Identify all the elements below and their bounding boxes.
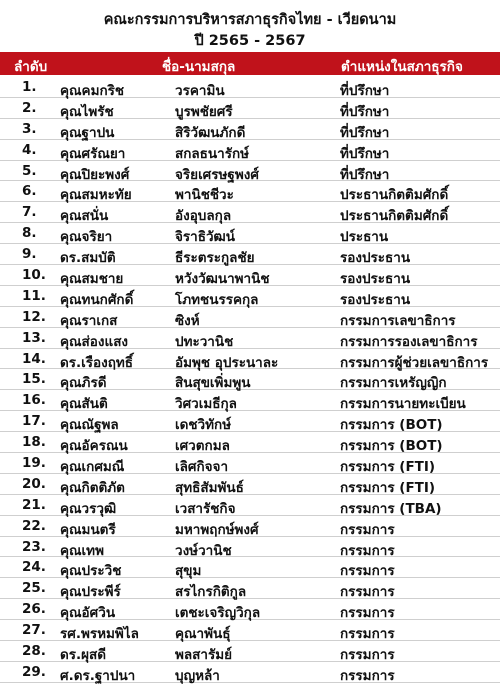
- row-number: 28.: [22, 643, 46, 660]
- first-name: คุณไพรัช: [60, 103, 114, 120]
- first-name: ดร.ผุสดี: [60, 647, 107, 664]
- position: กรรมการ: [340, 667, 395, 684]
- position: กรรมการนายทะเบียน: [340, 396, 466, 413]
- table-row: [0, 432, 500, 453]
- row-number: 21.: [22, 496, 46, 513]
- table-row: [0, 641, 500, 662]
- first-name: คุณราเกส: [60, 312, 118, 329]
- position: กรรมการ: [340, 521, 395, 538]
- row-number: 14.: [22, 350, 46, 367]
- position: กรรมการรองเลขาธิการ: [340, 333, 478, 350]
- first-name: ดร.เรืองฤทธิ์: [60, 354, 134, 371]
- table-row: [0, 307, 500, 328]
- table-row: [0, 140, 500, 161]
- row-number: 12.: [22, 308, 46, 325]
- position: ที่ปรึกษา: [340, 124, 390, 141]
- table-row: [0, 495, 500, 516]
- first-name: รศ.พรหมพิไล: [60, 626, 139, 643]
- last-name: สรไกรกิติกูล: [175, 584, 247, 601]
- row-number: 18.: [22, 434, 46, 451]
- row-number: 17.: [22, 413, 46, 430]
- last-name: สุทธิสัมพันธ์: [175, 479, 244, 496]
- last-name: พลสารัมย์: [175, 647, 233, 664]
- row-number: 3.: [22, 120, 37, 137]
- last-name: มหาพฤกษ์พงศ์: [175, 521, 259, 538]
- header-index: ลำดับ: [14, 59, 48, 75]
- table-row: [0, 369, 500, 390]
- row-number: 23.: [22, 538, 46, 555]
- position: กรรมการ: [340, 584, 395, 601]
- position: กรรมการผู้ช่วยเลขาธิการ: [340, 354, 489, 371]
- table-row: [0, 244, 500, 265]
- last-name: ธีระตระกูลชัย: [175, 250, 255, 267]
- row-number: 29.: [22, 663, 46, 680]
- position: ประธานกิตติมศักดิ์: [340, 208, 449, 225]
- last-name: อัมพุช อุประนาละ: [175, 354, 279, 371]
- first-name: ศ.ดร.ฐาปนา: [60, 667, 136, 684]
- table-row: [0, 119, 500, 140]
- row-number: 16.: [22, 392, 46, 409]
- first-name: คุณวรวุฒิ: [60, 500, 117, 517]
- table-row: [0, 181, 500, 202]
- first-name: ดร.สมบัติ: [60, 250, 116, 267]
- row-number: 22.: [22, 517, 46, 534]
- position: รองประธาน: [340, 271, 411, 288]
- last-name: สกลธนารักษ์: [175, 145, 250, 162]
- last-name: เดชวิทักษ์: [175, 417, 232, 434]
- row-number: 15.: [22, 371, 46, 388]
- document-subtitle-year: ปี 2565 - 2567: [194, 33, 306, 49]
- position: รองประธาน: [340, 291, 411, 308]
- position: กรรมการ (TBA): [340, 500, 442, 517]
- last-name: บูรพชัยศรี: [175, 103, 233, 120]
- first-name: คุณมนตรี: [60, 521, 116, 538]
- last-name: ซิงห์: [175, 312, 200, 329]
- first-name: คุณสมชาย: [60, 271, 124, 288]
- first-name: คุณจริยา: [60, 229, 113, 246]
- table-row: [0, 516, 500, 537]
- last-name: บุญหล้า: [175, 667, 220, 684]
- row-number: 24.: [22, 559, 46, 576]
- first-name: คุณฐาปน: [60, 124, 115, 141]
- first-name: คุณสันติ: [60, 396, 108, 413]
- last-name: เศวตกมล: [175, 438, 230, 455]
- position: กรรมการเลขาธิการ: [340, 312, 456, 329]
- position: รองประธาน: [340, 250, 411, 267]
- last-name: จริยเศรษฐพงศ์: [175, 166, 259, 183]
- row-number: 25.: [22, 580, 46, 597]
- first-name: คุณประพีร์: [60, 584, 121, 601]
- table-row: [0, 411, 500, 432]
- position: กรรมการเหรัญญิก: [340, 375, 447, 392]
- first-name: คุณประวิช: [60, 563, 122, 580]
- table-row: [0, 328, 500, 349]
- header-name: ชื่อ-นามสกุล: [162, 59, 236, 75]
- table-row: [0, 537, 500, 558]
- first-name: คุณกิตติภัต: [60, 479, 125, 496]
- position: ที่ปรึกษา: [340, 83, 390, 99]
- last-name: วรคามิน: [175, 83, 225, 99]
- last-name: เตชะเจริญวิกุล: [175, 605, 261, 622]
- position: ประธานกิตติมศักดิ์: [340, 187, 449, 204]
- table-row: [0, 77, 500, 98]
- position: กรรมการ (FTI): [340, 459, 436, 476]
- table-row: [0, 265, 500, 286]
- row-number: 11.: [22, 287, 46, 304]
- position: กรรมการ (BOT): [340, 438, 443, 455]
- row-number: 10.: [22, 267, 46, 284]
- last-name: สิริวัฒนภักดี: [175, 124, 246, 141]
- first-name: คุณณัฐพล: [60, 417, 119, 434]
- table-row: [0, 557, 500, 578]
- row-number: 1.: [22, 79, 37, 95]
- last-name: สุขุม: [175, 563, 202, 580]
- position: กรรมการ: [340, 563, 395, 580]
- first-name: คุณเทพ: [60, 542, 104, 559]
- first-name: คุณคมกริช: [60, 83, 125, 99]
- row-number: 8.: [22, 225, 37, 242]
- last-name: วงษ์วานิช: [175, 542, 232, 559]
- position: ที่ปรึกษา: [340, 103, 390, 120]
- table-row: [0, 161, 500, 182]
- last-name: คุณาพันธุ์: [175, 626, 231, 643]
- row-number: 6.: [22, 183, 37, 200]
- position: ที่ปรึกษา: [340, 145, 390, 162]
- first-name: คุณอัครณน: [60, 438, 128, 455]
- header-position: ตำแหน่งในสภาธุรกิจ: [341, 59, 463, 75]
- table-row: [0, 453, 500, 474]
- table-row: [0, 223, 500, 244]
- first-name: คุณทนกศักดิ์: [60, 291, 134, 308]
- position: กรรมการ (BOT): [340, 417, 443, 434]
- row-number: 9.: [22, 246, 37, 263]
- position: กรรมการ (FTI): [340, 479, 436, 496]
- position: ที่ปรึกษา: [340, 166, 390, 183]
- last-name: อังอุบลกุล: [175, 208, 232, 225]
- position: กรรมการ: [340, 542, 395, 559]
- row-number: 26.: [22, 601, 46, 618]
- last-name: โภทชนรรคกุล: [175, 291, 259, 308]
- first-name: คุณปิยะพงศ์: [60, 166, 130, 183]
- first-name: คุณสนั่น: [60, 208, 109, 225]
- position: กรรมการ: [340, 605, 395, 622]
- table-row: [0, 98, 500, 119]
- first-name: คุณส่องแสง: [60, 333, 129, 350]
- table-row: [0, 202, 500, 223]
- position: ประธาน: [340, 229, 389, 246]
- row-number: 13.: [22, 329, 46, 346]
- table-row: [0, 578, 500, 599]
- row-number: 4.: [22, 141, 37, 158]
- first-name: คุณศรัณยา: [60, 145, 126, 162]
- table-row: [0, 620, 500, 641]
- table-row: [0, 286, 500, 307]
- first-name: คุณสมหะทัย: [60, 187, 132, 204]
- row-number: 27.: [22, 622, 46, 639]
- first-name: คุณเกศมณี: [60, 459, 125, 476]
- row-number: 7.: [22, 204, 37, 221]
- position: กรรมการ: [340, 647, 395, 664]
- table-row: [0, 349, 500, 370]
- table-row: [0, 599, 500, 620]
- last-name: พานิชชีวะ: [175, 187, 234, 204]
- last-name: สินสุขเพิ่มพูน: [175, 375, 251, 392]
- row-number: 2.: [22, 99, 37, 116]
- table-header: [0, 52, 500, 75]
- row-number: 5.: [22, 162, 37, 179]
- document-title: คณะกรรมการบริหารสภาธุรกิจไทย - เวียดนาม: [103, 12, 397, 28]
- last-name: เลิศกิจจา: [175, 459, 229, 476]
- last-name: ปทะวานิช: [175, 333, 234, 350]
- table-row: [0, 662, 500, 683]
- row-number: 19.: [22, 455, 46, 472]
- table-body: [0, 77, 500, 683]
- row-number: 20.: [22, 475, 46, 492]
- table-row: [0, 390, 500, 411]
- table-row: [0, 474, 500, 495]
- last-name: หวังวัฒนาพานิช: [175, 271, 270, 288]
- last-name: เวสารัชกิจ: [175, 500, 236, 517]
- last-name: จิราธิวัฒน์: [175, 229, 235, 246]
- position: กรรมการ: [340, 626, 395, 643]
- first-name: คุณอัศวิน: [60, 605, 116, 622]
- last-name: วิศวเมธีกุล: [175, 396, 237, 413]
- first-name: คุณภิรดี: [60, 375, 107, 392]
